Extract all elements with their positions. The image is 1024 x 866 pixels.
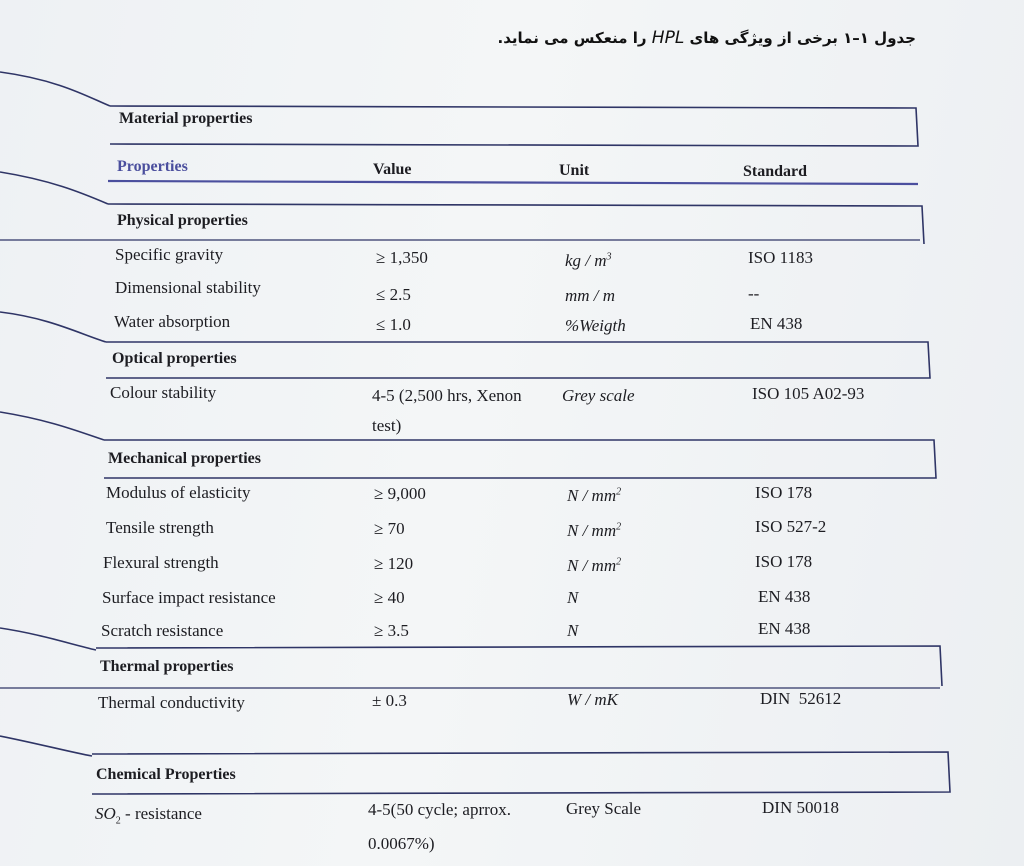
property-standard: EN 438 xyxy=(750,314,803,333)
property-label: Specific gravity xyxy=(115,245,224,264)
property-label: Colour stability xyxy=(110,383,217,402)
property-standard: ISO 105 A02-93 xyxy=(752,384,865,403)
section-title-thermal: Thermal properties xyxy=(100,658,234,675)
property-value: ± 0.3 xyxy=(372,691,407,710)
property-label: Surface impact resistance xyxy=(102,588,276,607)
property-unit: Grey scale xyxy=(562,386,635,405)
property-value: ≥ 70 xyxy=(374,519,405,538)
property-label: Tensile strength xyxy=(106,518,214,537)
property-value: ≥ 120 xyxy=(374,554,414,573)
property-label: Flexural strength xyxy=(103,553,219,572)
property-unit: N xyxy=(567,588,579,607)
property-standard: EN 438 xyxy=(758,587,811,606)
property-standard: -- xyxy=(748,284,760,303)
property-unit: W / mK xyxy=(567,690,618,709)
property-value: 4-5 (2,500 hrs, Xenon xyxy=(372,386,522,405)
property-standard: ISO 527-2 xyxy=(755,517,827,536)
section-title-optical: Optical properties xyxy=(112,350,237,367)
property-standard: EN 438 xyxy=(758,619,811,638)
property-value-line2: test) xyxy=(372,416,402,435)
property-value: ≥ 9,000 xyxy=(374,484,426,503)
property-value: ≥ 3.5 xyxy=(374,621,409,640)
property-label: Modulus of elasticity xyxy=(106,483,251,502)
property-standard: DIN 50018 xyxy=(762,798,839,817)
property-value: ≤ 1.0 xyxy=(376,315,411,334)
property-value: ≤ 2.5 xyxy=(376,285,411,304)
caption-acronym: HPL xyxy=(651,28,685,48)
caption-prefix: جدول ۱–۱ برخی از ویژگی های xyxy=(689,29,916,47)
column-header-properties: Properties xyxy=(117,158,188,175)
table-title: Material properties xyxy=(119,110,253,127)
property-unit: N / $mm^2$ xyxy=(567,486,622,505)
property-unit: kg / $m^3$ xyxy=(565,251,612,270)
section-title-physical: Physical properties xyxy=(117,212,248,229)
property-value-line2: 0.0067%) xyxy=(368,834,435,853)
section-title-chemical: Chemical Properties xyxy=(96,766,236,783)
column-header-value: Value xyxy=(373,161,412,178)
property-value: ≥ 40 xyxy=(374,588,405,607)
property-value: ≥ 1,350 xyxy=(376,248,428,267)
property-unit: %Weigth xyxy=(565,316,626,335)
property-standard: DIN 52612 xyxy=(760,689,842,708)
property-unit: Grey Scale xyxy=(566,799,642,818)
property-unit: N / $mm^2$ xyxy=(567,556,622,575)
property-label: Thermal conductivity xyxy=(98,693,245,712)
property-unit: N xyxy=(567,621,579,640)
property-value: 4-5(50 cycle; aprrox. xyxy=(368,800,512,819)
column-header-standard: Standard xyxy=(743,163,808,180)
section-title-mechanical: Mechanical properties xyxy=(108,450,262,467)
table-caption xyxy=(498,28,916,48)
property-label: Water absorption xyxy=(114,312,231,331)
property-label: $SO_2$ - resistance xyxy=(95,804,202,827)
property-label: Dimensional stability xyxy=(115,278,261,297)
property-unit: mm / m xyxy=(565,286,616,305)
column-header-unit: Unit xyxy=(559,162,590,179)
caption-suffix: را منعکس می نماید. xyxy=(497,29,647,47)
property-standard: ISO 178 xyxy=(755,483,813,502)
property-standard: ISO 178 xyxy=(755,552,813,571)
property-label: Scratch resistance xyxy=(101,621,224,640)
property-unit: N / $mm^2$ xyxy=(567,521,622,540)
property-standard: ISO 1183 xyxy=(748,248,814,267)
